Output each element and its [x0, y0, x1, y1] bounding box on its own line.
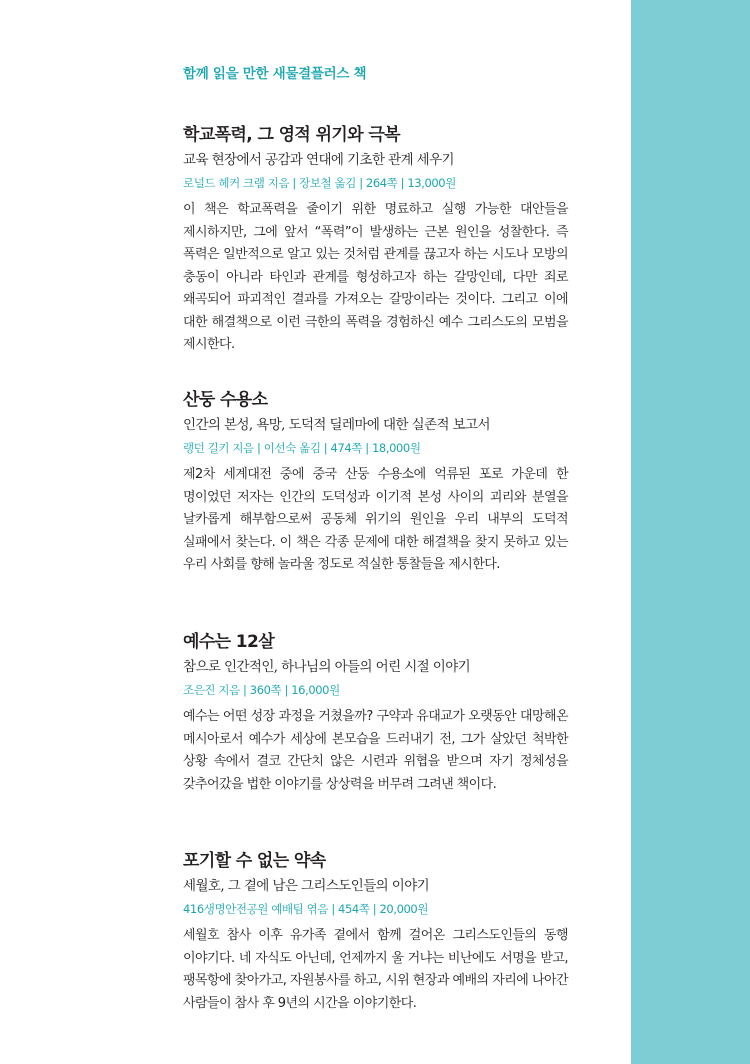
book-meta: 로널드 헤커 크램 지음 | 장보철 옮김 | 264쪽 | 13,000원 — [183, 176, 456, 190]
book-title: 산둥 수용소 — [183, 390, 268, 410]
book-title: 포기할 수 없는 약속 — [183, 851, 326, 871]
section-title: 함께 읽을 만한 새물결플러스 책 — [183, 66, 367, 82]
book-description: 제2차 세계대전 중에 중국 산둥 수용소에 억류된 포로 가운데 한 명이었던 저자는 인간의 도덕성과 이기적 본성 사이의 괴리와 분열을 날카롭게 해부함으로써 공동체 위기의 원인을 우리 내부의 도덕적 실패에서 찾는다. 이 책은 각종 문제에 대한 해결책을 찾지 못하고 있는 우리 사회를 향해 놀라울 정도로 적실한 통찰들을 제시한다. — [183, 467, 568, 572]
book-entry — [183, 631, 568, 796]
book-subtitle: 인간의 본성, 욕망, 도덕적 딜레마에 대한 실존적 보고서 — [183, 417, 490, 433]
book-title: 예수는 12살 — [183, 632, 275, 652]
book-subtitle: 교육 현장에서 공감과 연대에 기초한 관계 세우기 — [183, 152, 454, 168]
book-meta: 랭던 길키 지음 | 이선숙 옮김 | 474쪽 | 18,000원 — [183, 441, 421, 455]
book-description: 예수는 어떤 성장 과정을 거쳤을까? 구약과 유대교가 오랫동안 대망해온 메시아로서 예수가 세상에 본모습을 드러내기 전, 그가 살았던 척박한 상황 속에서 결코 간단치 않은 시련과 위협을 받으며 자기 정체성을 갖추어갔을 법한 이야기를 상상력을 버무려 그려낸 책이다. — [183, 709, 568, 792]
book-subtitle: 세월호, 그 곁에 남은 그리스도인들의 이야기 — [183, 878, 430, 894]
book-description: 세월호 참사 이후 유가족 곁에서 함께 걸어온 그리스도인들의 동행 이야기다. 네 자식도 아닌데, 언제까지 울 거냐는 비난에도 서명을 받고, 팽목항에 찾아가고, 자원봉사를 하고, 시위 현장과 예배의 자리에 나아간 사람들이 참사 후 9년의 시간을 이야기한다. — [183, 928, 568, 1011]
book-subtitle: 참으로 인간적인, 하나님의 아들의 어린 시절 이야기 — [183, 659, 471, 675]
book-entry — [183, 850, 568, 1015]
book-meta: 조은진 지음 | 360쪽 | 16,000원 — [183, 683, 340, 697]
book-entry — [183, 124, 568, 357]
book-entry — [183, 389, 568, 577]
decorative-side-bar — [631, 0, 750, 1064]
book-description: 이 책은 학교폭력을 줄이기 위한 명료하고 실행 가능한 대안들을 제시하지만, 그에 앞서 “폭력”이 발생하는 근본 원인을 성찰한다. 즉 폭력은 일반적으로 알고 있는 것처럼 관계를 끊고자 하는 시도나 모방의 충동이 아니라 타인과 관계를 형성하고자 하는 갈망인데, 다만 죄로 왜곡되어 파괴적인 결과를 가져오는 갈망이라는 것이다. 그리고 이에 대한 해결책으로 이런 극한의 폭력을 경험하신 예수 그리스도의 모범을 제시한다. — [183, 202, 568, 352]
book-meta: 416생명안전공원 예배팀 엮음 | 454쪽 | 20,000원 — [183, 902, 429, 916]
book-title: 학교폭력, 그 영적 위기와 극복 — [183, 125, 400, 145]
